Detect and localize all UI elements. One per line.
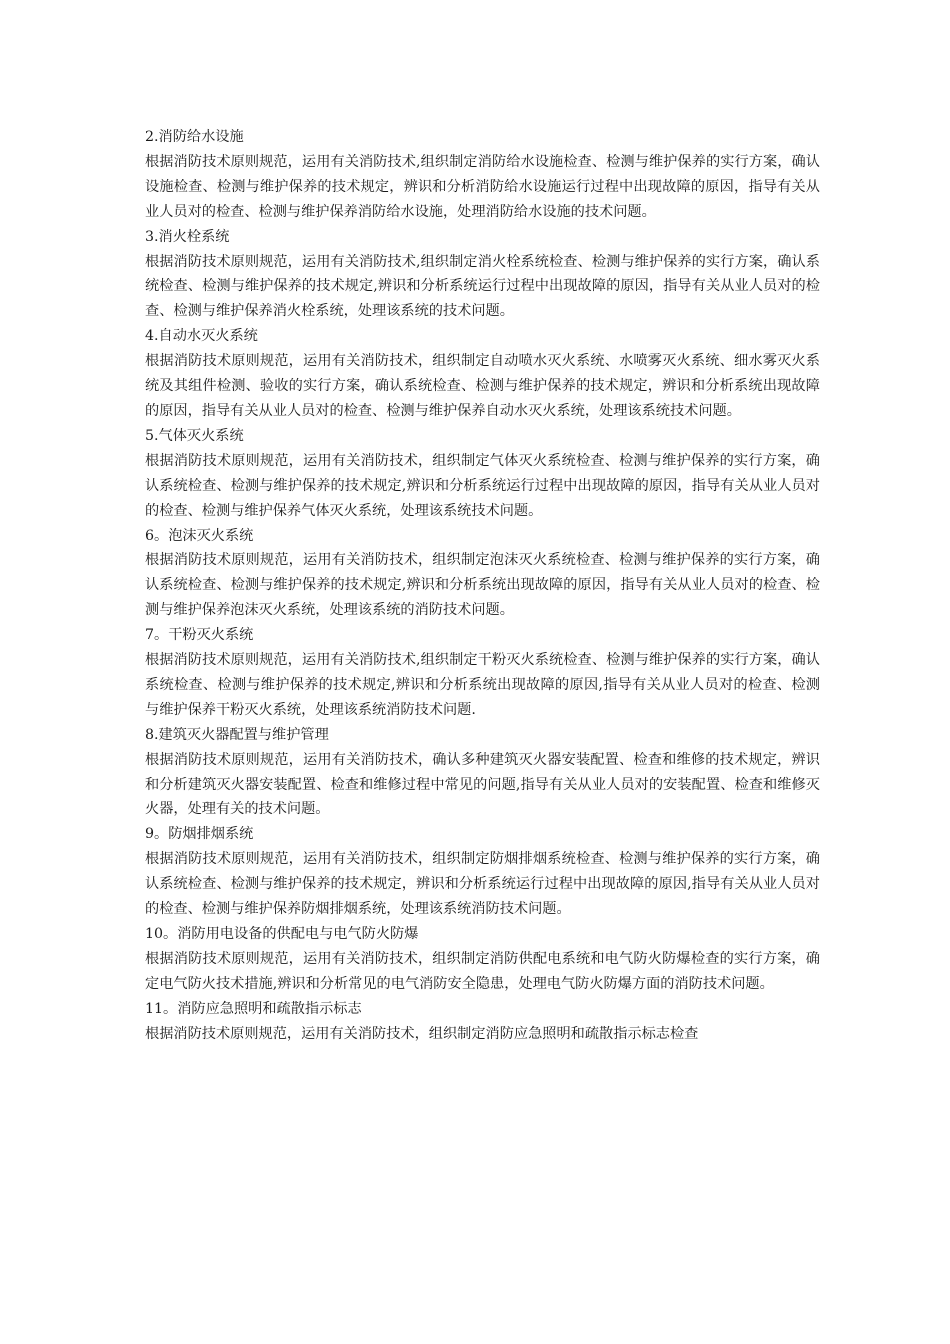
section-11	[145, 997, 820, 1047]
section-heading: 4.自动水灭火系统	[145, 328, 258, 345]
section-heading: 10。消防用电设备的供配电与电气防火防爆	[145, 926, 419, 942]
section-heading: 9。防烟排烟系统	[145, 826, 254, 843]
section-5	[145, 424, 820, 524]
section-4	[145, 324, 820, 424]
section-2	[145, 125, 820, 225]
section-heading: 8.建筑灭火器配置与维护管理	[145, 726, 329, 743]
section-10	[145, 922, 820, 997]
section-heading: 5.气体灭火系统	[145, 427, 244, 444]
section-8	[145, 723, 820, 823]
section-heading: 3.消火栓系统	[145, 228, 230, 245]
section-body: 根据消防技术原则规范，运用有关消防技术，组织制定自动喷水灭火系统、水喷雾灭火系统、细水雾灭火系统及其组件检测、验收的实行方案，确认系统检查、检测与维护保养的技术规定，辨识和分析系统出现故障的原因，指导有关从业人员对的检查、检测与维护保养自动水灭火系统，处理该系统技术问题。	[145, 353, 820, 419]
section-body: 根据消防技术原则规范，运用有关消防技术，确认多种建筑灭火器安装配置、检查和维修的技术规定，辨识和分析建筑灭火器安装配置、检查和维修过程中常见的问题,指导有关从业人员对的安装配置、检查和维修灭火器，处理有关的技术问题。	[145, 751, 820, 818]
section-body: 根据消防技术原则规范，运用有关消防技术,组织制定消防给水设施检查、检测与维护保养的实行方案，确认设施检查、检测与维护保养的技术规定，辨识和分析消防给水设施运行过程中出现故障的原因，指导有关从业人员对的检查、检测与维护保养消防给水设施，处理消防给水设施的技术问题。	[145, 153, 820, 220]
section-9	[145, 822, 820, 922]
section-body: 根据消防技术原则规范，运用有关消防技术,组织制定干粉灭火系统检查、检测与维护保养的实行方案，确认系统检查、检测与维护保养的技术规定,辨识和分析系统出现故障的原因,指导有关从业人员对的检查、检测与维护保养干粉灭火系统，处理该系统消防技术问题.	[145, 652, 820, 718]
section-heading: 7。干粉灭火系统	[145, 627, 254, 644]
section-7	[145, 623, 820, 723]
section-heading: 11。消防应急照明和疏散指示标志	[145, 1000, 362, 1017]
section-body: 根据消防技术原则规范，运用有关消防技术，组织制定气体灭火系统检查、检测与维护保养的实行方案，确认系统检查、检测与维护保养的技术规定,辨识和分析系统运行过程中出现故障的原因，指导有关从业人员对的检查、检测与维护保养气体灭火系统，处理该系统技术问题。	[145, 452, 820, 519]
section-heading: 6。泡沫灭火系统	[145, 527, 254, 544]
section-body: 根据消防技术原则规范，运用有关消防技术，组织制定泡沫灭火系统检查、检测与维护保养的实行方案，确认系统检查、检测与维护保养的技术规定,辨识和分析系统出现故障的原因，指导有关从业人员对的检查、检测与维护保养泡沫灭火系统，处理该系统的消防技术问题。	[145, 552, 820, 619]
section-body: 根据消防技术原则规范，运用有关消防技术，组织制定消防供配电系统和电气防火防爆检查的实行方案，确定电气防火技术措施,辨识和分析常见的电气消防安全隐患，处理电气防火防爆方面的消防技术问题。	[145, 950, 820, 992]
section-body: 根据消防技术原则规范，运用有关消防技术，组织制定消防应急照明和疏散指示标志检查	[145, 1025, 699, 1042]
document-page	[145, 125, 820, 1047]
section-body: 根据消防技术原则规范，运用有关消防技术，组织制定防烟排烟系统检查、检测与维护保养的实行方案，确认系统检查、检测与维护保养的技术规定，辨识和分析系统运行过程中出现故障的原因,指导有关从业人员对的检查、检测与维护保养防烟排烟系统，处理该系统消防技术问题。	[145, 851, 820, 918]
section-6	[145, 524, 820, 624]
section-body: 根据消防技术原则规范，运用有关消防技术,组织制定消火栓系统检查、检测与维护保养的实行方案，确认系统检查、检测与维护保养的技术规定,辨识和分析系统运行过程中出现故障的原因，指导有关从业人员对的检查、检测与维护保养消火栓系统，处理该系统的技术问题。	[145, 253, 820, 320]
section-3	[145, 225, 820, 325]
section-heading: 2.消防给水设施	[145, 129, 244, 145]
